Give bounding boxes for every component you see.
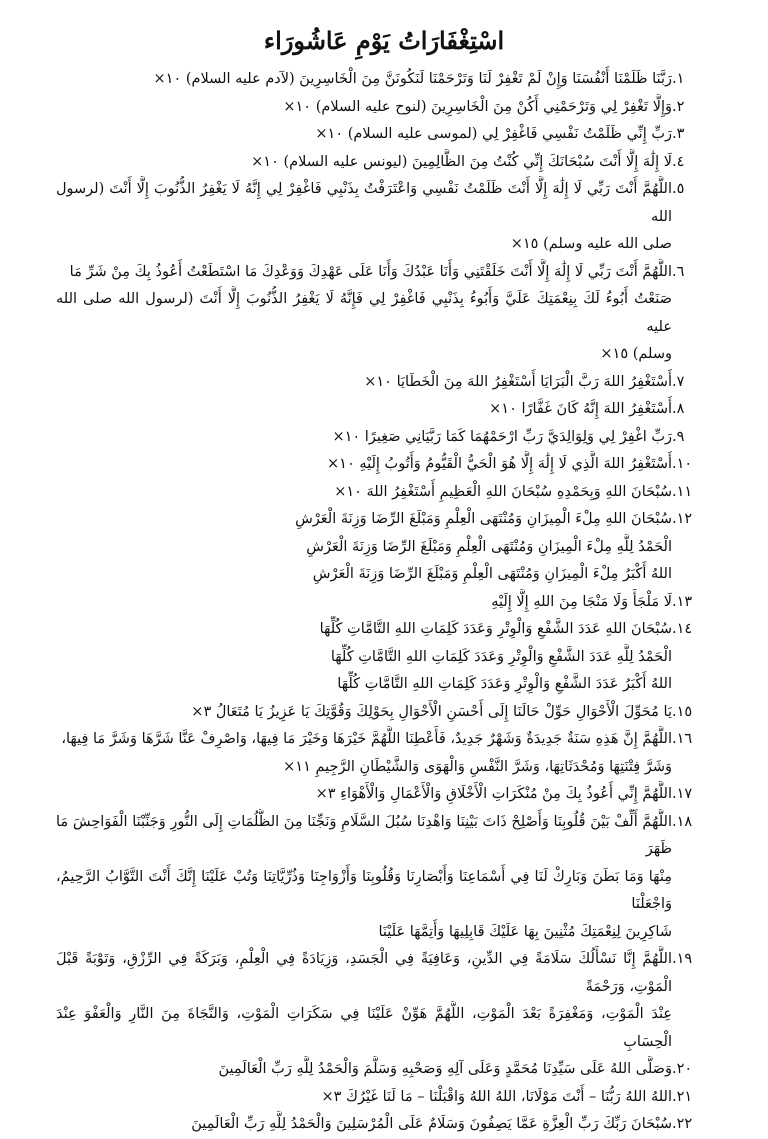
item-text [56, 479, 672, 507]
list-item [56, 946, 712, 1056]
item-text-line: اللَّهُمَّ إِنِّي أَعُوذُ بِكَ مِنْ مُنْكَرَاتِ الْأَخْلَاقِ وَالْأَعْمَالِ وَالْأَهْوَاءِ ٣× [315, 786, 672, 802]
list-item [56, 616, 712, 699]
list-item [56, 396, 712, 424]
item-text-line: سُبْحَانَ اللهِ عَدَدَ الشَّفْعِ وَالْوِتْرِ وَعَدَدَ كَلِمَاتِ اللهِ التَّامَّاتِ كُلِّهَا [319, 621, 672, 637]
item-text [56, 1056, 672, 1084]
list-item [56, 94, 712, 122]
item-text-line: سُبْحَانَ اللهِ وَبِحَمْدِهِ سُبْحَانَ اللهِ الْعَظِيمِ أَسْتَغْفِرُ اللهَ ١٠× [334, 483, 672, 500]
item-text-line: يَا مُحَوِّلَ الْأَحْوَالِ حَوِّلْ حَالَنَا إِلَى أَحْسَنِ الْأَحْوَالِ بِحَوْلِكَ وَقُوَّتِكَ يَا عَزِيزُ يَا مُتَعَالُ ٣× [191, 703, 672, 720]
item-text-line: اللَّهُمَّ إِنَّا نَسْأَلُكَ سَلَامَةً فِي الدِّينِ، وَعَافِيَةً فِي الْجَسَدِ، وَزِيَادَةً فِي الْعِلْمِ، وَبَرَكَةً فِي الرِّزْقِ، وَتَوْبَةً قَبْلَ الْمَوْتِ، وَرَحْمَةً [56, 951, 672, 995]
item-text-line: الْحَمْدُ لِلَّهِ عَدَدَ الشَّفْعِ وَالْوِتْرِ وَعَدَدَ كَلِمَاتِ اللهِ التَّامَّاتِ كُلِّهَا [330, 648, 672, 665]
item-number: ١٤. [672, 621, 693, 637]
list-item [56, 809, 712, 947]
page-title: اسْتِغْفَارَاتُ يَوْمِ عَاشُورَاء [263, 26, 505, 55]
item-text-line: أَسْتَغْفِرُ اللهَ إِنَّهُ كَانَ غَفَّارًا ١٠× [489, 401, 672, 417]
item-text [56, 616, 672, 699]
list-item [56, 66, 712, 94]
item-text [56, 369, 672, 397]
list-item [56, 176, 712, 259]
item-text-line: عِنْدَ الْمَوْتِ، وَمَغْفِرَةً بَعْدَ الْمَوْتِ، اللَّهُمَّ هَوِّنْ عَلَيْنَا فِي سَكَرَاتِ الْمَوْتِ، وَالنَّجَاةَ مِنَ النَّارِ وَالْعَفْوَ عِنْدَ الْحِسَابِ [56, 1006, 672, 1050]
item-text [56, 396, 672, 424]
item-text-line: الْحَمْدُ لِلَّهِ مِلْءَ الْمِيزَانِ وَمُنْتَهَى الْعِلْمِ وَمَبْلَغَ الرِّضَا وَزِنَةَ الْعَرْشِ [306, 538, 672, 555]
item-text-line: صَنَعْتُ أَبُوءُ لَكَ بِنِعْمَتِكَ عَلَيَّ وَأَبُوءُ بِذَنْبِي فَاغْفِرْ لِي فَإِنَّهُ لَا يَغْفِرُ الذُّنُوبَ إِلَّا أَنْتَ (لرسول الله صلى الله عليه [56, 291, 672, 335]
list-item [56, 369, 712, 397]
item-text [56, 946, 672, 1056]
item-text-line: اللهُ أَكْبَرُ مِلْءَ الْمِيزَانِ وَمُنْتَهَى الْعِلْمِ وَمَبْلَغَ الرِّضَا وَزِنَةَ الْعَرْشِ [312, 566, 672, 582]
item-text-line: وسلم) ١٥× [600, 346, 672, 362]
item-number: ٢. [672, 98, 685, 115]
item-number: ١٣. [672, 593, 693, 610]
list-item [56, 424, 712, 452]
list-item [56, 506, 712, 589]
item-number: ١٧. [672, 786, 693, 802]
item-number: ٩. [672, 428, 685, 445]
item-text-line: لَا إِلَٰهَ إِلَّا أَنْتَ سُبْحَانَكَ إِنِّي كُنْتُ مِنَ الظَّالِمِينَ (ليونس عليه السلام) ١٠× [251, 153, 672, 170]
item-text-line: سُبْحَانَ رَبِّكَ رَبِّ الْعِزَّةِ عَمَّا يَصِفُونَ وَسَلَامٌ عَلَى الْمُرْسَلِينَ وَالْحَمْدُ لِلَّهِ رَبِّ الْعَالَمِينَ [191, 1116, 672, 1132]
item-text [56, 94, 672, 122]
item-number: ١٥. [672, 703, 693, 720]
item-text [56, 66, 672, 94]
list-item [56, 1111, 712, 1139]
item-text-line: سُبْحَانَ اللهِ مِلْءَ الْمِيزَانِ وَمُنْتَهَى الْعِلْمِ وَمَبْلَغَ الرِّضَا وَزِنَةَ الْعَرْشِ [295, 511, 672, 527]
item-number: ٢٠. [672, 1061, 693, 1077]
item-number: ١٠. [672, 456, 693, 472]
item-text-line: شَاكِرِينَ لِنِعْمَتِكَ مُثْنِينَ بِهَا عَلَيْكَ قَابِلِيهَا وَأَتِمَّهَا عَلَيْنَا [378, 923, 672, 940]
list-item [56, 1056, 712, 1084]
item-text [56, 121, 672, 149]
list-item [56, 121, 712, 149]
item-text-line: اللَّهُمَّ أَلِّفْ بَيْنَ قُلُوبِنَا وَأَصْلِحْ ذَاتَ بَيْنِنَا وَاهْدِنَا سُبُلَ السَّلَامِ وَنَجِّنَا مِنَ الظُّلُمَاتِ إِلَى النُّورِ وَجَنِّبْنَا الْفَوَاحِشَ مَا ظَهَرَ [56, 813, 672, 857]
item-text-line: مِنْهَا وَمَا بَطَنَ وَبَارِكْ لَنَا فِي أَسْمَاعِنَا وَأَبْصَارِنَا وَقُلُوبِنَا وَأَزْوَاجِنَا وَذُرِّيَّاتِنَا وَتُبْ عَلَيْنَا إِنَّكَ أَنْتَ التَّوَّابُ الرَّحِيمُ، وَاجْعَلْنَا [56, 868, 672, 912]
list-item [56, 259, 712, 369]
istighfar-list [56, 66, 712, 1139]
item-number: ١١. [672, 483, 693, 500]
item-number: ٤. [672, 153, 685, 170]
item-text [56, 1111, 672, 1139]
item-number: ٥. [672, 181, 685, 197]
item-text [56, 699, 672, 727]
item-text [56, 726, 672, 781]
item-text-line: لَا مَلْجَأَ وَلَا مَنْجَا مِنَ اللهِ إِلَّا إِلَيْهِ [491, 593, 672, 610]
list-item [56, 726, 712, 781]
item-text-line: رَبِّ اغْفِرْ لِي وَلِوَالِدَيَّ رَبِّ ارْحَمْهُمَا كَمَا رَبَّيَانِي صَغِيرًا ١٠× [332, 428, 672, 445]
item-text [56, 589, 672, 617]
item-text-line: وَإِلَّا تَغْفِرْ لِي وَتَرْحَمْنِي أَكُنْ مِنَ الْخَاسِرِينَ (لنوح عليه السلام) ١٠× [283, 98, 672, 115]
item-number: ٧. [672, 373, 685, 390]
item-number: ١٨. [672, 813, 693, 830]
item-text [56, 259, 672, 369]
item-text-line: صلى الله عليه وسلم) ١٥× [510, 236, 672, 252]
list-item [56, 589, 712, 617]
item-number: ٢١. [672, 1088, 693, 1105]
item-text-line: أَسْتَغْفِرُ اللهَ رَبَّ الْبَرَايَا أَسْتَغْفِرُ اللهَ مِنَ الْخَطَايَا ١٠× [364, 373, 672, 390]
item-text-line: أَسْتَغْفِرُ اللهَ الَّذِي لَا إِلَٰهَ إِلَّا هُوَ الْحَيُّ الْقَيُّومُ وَأَتُوبُ إِلَيْهِ ١٠× [327, 456, 672, 472]
item-text-line: وَشَرَّ فِتْنَتِهَا وَمُحْدَثَاتِهَا، وَشَرَّ النَّفْسِ وَالْهَوَى وَالشَّيْطَانِ الرَّجِيمِ ١١× [283, 758, 672, 775]
item-number: ٦. [672, 263, 685, 280]
item-text-line: اللهُ أَكْبَرُ عَدَدَ الشَّفْعِ وَالْوِتْرِ وَعَدَدَ كَلِمَاتِ اللهِ التَّامَّاتِ كُلِّهَا [337, 676, 672, 692]
item-text-line: اللهُ اللهُ رَبُّنَا – أَنْتَ مَوْلَانَا، اللهُ اللهُ وَاقْبَلْنَا – مَا لَنَا غَيْرُكَ ٣× [321, 1088, 672, 1105]
item-number: ٨. [672, 401, 685, 417]
item-text-line: وَصَلَّى اللهُ عَلَى سَيِّدِنَا مُحَمَّدٍ وَعَلَى آلِهِ وَصَحْبِهِ وَسَلَّمَ وَالْحَمْدُ لِلَّهِ رَبِّ الْعَالَمِينَ [218, 1061, 672, 1077]
item-number: ١٦. [672, 731, 693, 747]
list-item [56, 1084, 712, 1112]
item-text [56, 781, 672, 809]
item-text-line: رَبَّنَا ظَلَمْنَا أَنْفُسَنَا وَإِنْ لَمْ تَغْفِرْ لَنَا وَتَرْحَمْنَا لَنَكُونَنَّ مِنَ الْخَاسِرِينَ (لآدم عليه السلام) ١٠× [153, 71, 672, 87]
item-text [56, 506, 672, 589]
item-number: ١٢. [672, 511, 693, 527]
item-number: ٢٢. [672, 1116, 693, 1132]
item-text-line: اللَّهُمَّ أَنْتَ رَبِّي لَا إِلَٰهَ إِلَّا أَنْتَ ظَلَمْتُ نَفْسِي وَاعْتَرَفْتُ بِذَنْبِي فَاغْفِرْ لِي إِنَّهُ لَا يَغْفِرُ الذُّنُوبَ إِلَّا أَنْتَ (لرسول الله [56, 181, 672, 225]
item-number: ٣. [672, 126, 685, 142]
item-text [56, 451, 672, 479]
item-text [56, 1084, 672, 1112]
item-number: ١٩. [672, 951, 693, 967]
list-item [56, 699, 712, 727]
list-item [56, 149, 712, 177]
item-text [56, 809, 672, 947]
list-item [56, 479, 712, 507]
list-item [56, 781, 712, 809]
item-text-line: اللَّهُمَّ إِنَّ هَذِهِ سَنَةٌ جَدِيدَةٌ وَشَهْرٌ جَدِيدٌ، فَأَعْطِنَا اللَّهُمَّ خَيْرَهَا وَخَيْرَ مَا فِيهَا، وَاصْرِفْ عَنَّا شَرَّهَا وَشَرَّ مَا فِيهَا، [61, 731, 672, 747]
item-text-line: رَبِّ إِنِّي ظَلَمْتُ نَفْسِي فَاغْفِرْ لِي (لموسى عليه السلام) ١٠× [315, 126, 672, 142]
item-text [56, 424, 672, 452]
item-text-line: اللَّهُمَّ أَنْتَ رَبِّي لَا إِلَٰهَ إِلَّا أَنْتَ خَلَقْتَنِي وَأَنَا عَبْدُكَ وَأَنَا عَلَى عَهْدِكَ وَوَعْدِكَ مَا اسْتَطَعْتُ أَعُوذُ بِكَ مِنْ شَرِّ مَا [69, 263, 672, 280]
item-text [56, 149, 672, 177]
item-text [56, 176, 672, 259]
list-item [56, 451, 712, 479]
item-number: ١. [672, 71, 685, 87]
